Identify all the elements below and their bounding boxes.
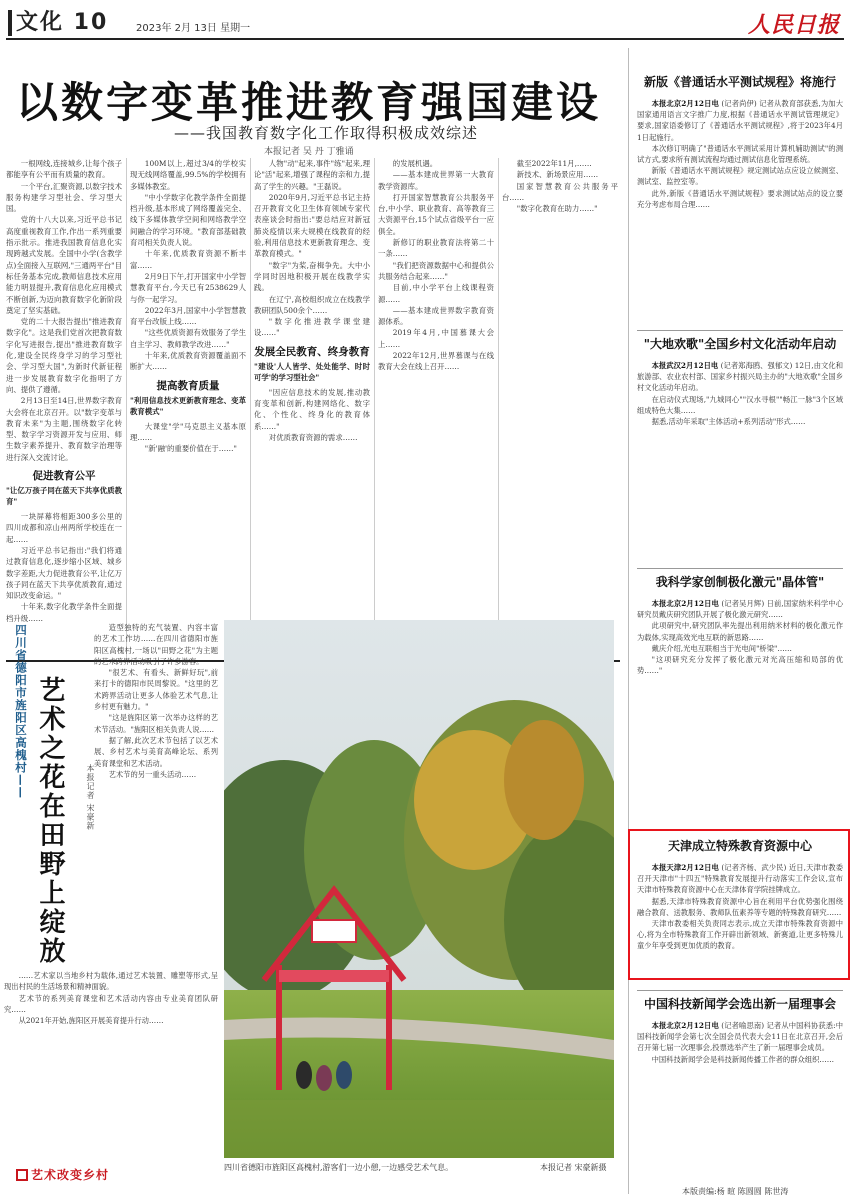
art-story-byline: 本报记者 宋豪新 <box>86 764 95 831</box>
art-story-photo <box>224 620 614 1158</box>
paragraph: ——基本建成世界数字教育资源体系。 <box>378 305 494 327</box>
dateline: 本报武汉2月12日电 <box>651 361 719 370</box>
paragraph: 十年来,优质教育资源不断丰富…… <box>130 249 246 270</box>
news-title: 中国科技新闻学会选出新一届理事会 <box>643 997 836 1011</box>
lead-subhead: ——我国教育数字化工作取得积极成效综述 <box>174 124 479 142</box>
paragraph: 人物"动"起来,事件"练"起来,理论"活"起来,增强了课程的亲和力,提高了学生的兴趣。"王磊说。 <box>254 159 370 191</box>
lead-col-2 <box>130 158 246 658</box>
paragraph: "这项研究充分发挥了极化激元对光高压缩和局部的优势……" <box>637 655 843 676</box>
paragraph: 国家智慧教育公共服务平台…… <box>502 181 618 202</box>
paragraph: ——基本建成世界第一大教育教学资源库。 <box>378 170 494 191</box>
paragraph: "很艺术、有看头、新鲜好玩",前来打卡的德阳市民周黎说。"这里的艺术跨界活动让更多人体验艺术气息,让乡村更有魅力。" <box>94 668 218 712</box>
section-kicker: "让亿万孩子同在蓝天下共享优质教育" <box>6 486 122 507</box>
paragraph: "因应信息技术的发展,推动教育变革和创新,构建网络化、数字化、个性化、终身化的教育体系……" <box>254 387 370 431</box>
paragraph: 戴庆介绍,光电互联相当于光电间"桥梁"…… <box>651 643 792 653</box>
news-body <box>637 360 843 570</box>
paragraph: 本次修订明确了"普通话水平测试采用计算机辅助测试"的测试方式,要求所有测试流程均通过测试信息化管理系统。 <box>637 143 843 165</box>
news-body <box>637 1020 843 1180</box>
paragraph: 2022年3月,国家中小学智慧教育平台改版上线…… <box>130 305 246 327</box>
paragraph: 党的二十大报告提出"推进教育数字化"。这是我们党首次把教育数字化写进报告,提出"推进教育数字化,建设全民终身学习的学习型社会、学习型大国",为新时代新征程进一步发展教育数字化指明了方向、提供了遵循。 <box>6 317 122 394</box>
column-logo <box>16 1166 109 1183</box>
photo-caption: 四川省德阳市旌阳区高槐村,游客们一边小憩,一边感受艺术气息。 <box>224 1163 454 1172</box>
paragraph: 一个平台,汇聚资源,以数字技术服务构建学习型社会、学习型大国。 <box>6 181 122 214</box>
section-kicker: "利用信息技术更新教育理念、变革教育模式" <box>130 395 246 416</box>
art-story-headline: 艺术之花在田野上绽放 <box>35 676 65 966</box>
art-story-body-bottom <box>4 970 218 1162</box>
news-lead-text: (记者齐杨、武少民) 近日,天津市教委召开天津市"十四五"特殊教育发展提升行动落实工作会议,宣布天津市特殊教育资源中心在天津体育学院挂牌成立。 <box>637 863 843 895</box>
paragraph: 新版《普通话水平测试规程》规定测试站点应设立候测室、测试室、监控室等。 <box>637 166 843 187</box>
section-subtitle: 发展全民教育、终身教育 <box>254 345 370 358</box>
paragraph: 据悉,活动年采取"主体活动+系列活动"形式…… <box>651 417 806 427</box>
paragraph: 新技术、新场景应用…… <box>516 170 599 180</box>
paragraph: 党的十八大以来,习近平总书记高度重视教育工作,作出一系列重要指示批示。推进我国教育信息化实现跨越式发展。全国中小学(含教学点)全面接入互联网,"三通两平台"目标任务基本完成,教师信息技术应用能力明显提升,教育信息化应用模式不断创新,为迈向教育数字化新阶段奠定了坚实基础。 <box>6 215 122 315</box>
paragraph: 中国科技新闻学会是科技新闻传播工作者的群众组织…… <box>651 1054 835 1064</box>
divider <box>637 330 843 331</box>
dateline: 本报天津2月12日电 <box>651 863 719 872</box>
news-title: "大地欢歌"全国乡村文化活动年启动 <box>643 337 837 351</box>
news-lead-text: (记者吴月辉) 日前,国家纳米科学中心研究员戴庆研究团队开展了极化激元研究…… <box>637 599 843 620</box>
section-tag: 文化 10 <box>8 10 108 36</box>
paragraph: 据悉,天津市特殊教育资源中心旨在利用平台优势强化围绕融合教育、送教服务、教师队伍素养等专题的特殊教育研究…… <box>637 896 843 917</box>
right-news-column <box>628 48 844 1194</box>
column-logo-label: 艺术改变乡村 <box>31 1168 110 1182</box>
dateline: 本报北京2月12日电 <box>651 1021 719 1030</box>
news-lead-text: (记者尚伊) 记者从教育部获悉,为加大国家通用语言文字推广力度,根据《普通话水平测试管理规定》要求,国家语委修订了《普通话水平测试规程》,将于2023年4月1日起施行。 <box>637 99 843 142</box>
divider <box>637 568 843 569</box>
paragraph: 新修订的职业教育法将第二十一条…… <box>378 238 494 259</box>
newspaper-logo: 人民日报 <box>747 12 840 38</box>
paragraph: "数字"为桨,奋楫争先。大中小学同时因地积极开展在线教学实践。 <box>254 260 370 293</box>
paragraph: 100M以上,超过3/4的学校实现无线网络覆盖,99.5%的学校拥有多媒体教室。 <box>130 159 246 191</box>
lead-article-columns <box>6 158 620 658</box>
paragraph: 一块屏幕将相距300多公里的四川成都和凉山州两所学校连在一起…… <box>6 512 122 544</box>
art-story-location-title: 四川省德阳市旌阳区高槐村—— <box>14 624 28 799</box>
paragraph: 此项研究中,研究团队率先提出利用纳米材料的极化激元作为载体,实现高效光电互联的新思路…… <box>637 621 843 642</box>
paragraph: 大课堂"学"马克思主义基本原理…… <box>130 421 246 442</box>
section-kicker: "建设'人人皆学、处处能学、时时可学'的学习型社会" <box>254 361 370 382</box>
paragraph: 2022年12月,世界慕课与在线教育大会在线上召开…… <box>378 351 494 372</box>
dateline: 本报北京2月12日电 <box>651 599 719 608</box>
lead-col-3 <box>254 158 370 658</box>
paragraph: 十年来,数字化教学条件全面提档升级…… <box>6 602 122 623</box>
lead-headline: 以数字变革推进教育强国建设 <box>16 78 602 127</box>
paragraph: 天津市教委相关负责同志表示,成立天津市特殊教育资源中心,将为全市特殊教育工作开辟出新领域、新赛道,让更多特殊儿童少年享受到更加优质的教育。 <box>637 919 843 951</box>
paragraph: 一根网线,连接城乡,让每个孩子都能享有公平而有质量的教育。 <box>6 159 122 180</box>
paragraph: 造型独特的充气装置、内容丰富的艺术工作坊……在四川省德阳市旌阳区高槐村,一场以"田野之花"为主题的艺术跨界活动吸引了许多游客。 <box>94 623 218 666</box>
paragraph: "我们把资源数据中心和提供公共服务结合起来……" <box>378 260 494 281</box>
news-title: 天津成立特殊教育资源中心 <box>667 839 812 853</box>
paragraph: 在辽宁,高校组织成立在线教学教研团队500余个…… <box>254 294 370 315</box>
page-editors: 本版责编:杨 暄 陈圆圆 陈世涛 <box>682 1187 789 1196</box>
paragraph: ……艺术家以当地乡村为载体,通过艺术装置、雕塑等形式,呈现出村民的生活场景和精神面貌。 <box>4 971 218 992</box>
paragraph: 2019年4月,中国慕课大会上…… <box>378 328 494 349</box>
paragraph: 2020年9月,习近平总书记主持召开教育文化卫生体育领域专家代表座谈会时指出:"要总结应对新冠肺炎疫情以来大规模在线教育的经验,利用信息技术更新教育理念、变革教育模式。" <box>254 192 370 259</box>
paragraph: "数字化推进教学课堂建设……" <box>254 317 370 338</box>
art-story-body-top <box>94 622 218 982</box>
paragraph: "中小学数字化教学条件全面提档升级,基本形成了网络覆盖完全、线下多媒体教学空间和网络教学空间融合的学习环境。"教育部基础教育司相关负责人说。 <box>130 192 246 248</box>
paragraph: 此外,新版《普通话水平测试规程》要求测试站点的设立要充分考虑布局合理…… <box>637 188 843 209</box>
paragraph: 对优质教育资源的需求…… <box>268 432 358 442</box>
lead-col-1 <box>6 158 122 658</box>
paragraph: 十年来,优质教育资源覆盖面不断扩大…… <box>130 351 246 372</box>
paragraph: 在启动仪式现场,"九城同心""汉水寻根""畅江一脉"3个区域组成特色大集…… <box>637 394 843 415</box>
section-subtitle: 提高教育质量 <box>156 379 220 392</box>
paragraph: 目前,中小学平台上线课程资源…… <box>378 283 494 304</box>
news-item <box>637 574 843 826</box>
lead-byline: 本报记者 吴 丹 丁雅诵 <box>264 147 354 157</box>
issue-date: 2023年 2月 13日 星期一 <box>136 23 251 34</box>
highlight-annotation-box <box>628 829 850 980</box>
news-lead-text: (记者喻思南) 记者从中国科协获悉:中国科技新闻学会第七次全国会员代表大会11日在北京召开,会后召开第七届一次理事会,投票选举产生了新一届理事会成员。 <box>637 1021 843 1053</box>
news-item <box>637 74 843 328</box>
paragraph: 从2021年开始,旌阳区开展美育提升行动…… <box>18 1016 164 1026</box>
lead-col-5 <box>502 158 618 658</box>
news-lead-text: (记者郑海鸥、强郁文) 12日,由文化和旅游部、农业农村部、国家乡村振兴局主办的"大地欢歌"全国乡村文化活动年启动。 <box>637 361 843 393</box>
news-body <box>637 98 843 328</box>
paragraph: 2月9日下午,打开国家中小学智慧教育平台,今天已有2538629人与你一起学习。 <box>130 271 246 304</box>
paragraph: "数字化教育在助力……" <box>516 204 598 214</box>
paragraph: "这些优质资源有效服务了学生自主学习、教师教学改进……" <box>130 328 246 349</box>
paragraph: 截至2022年11月,…… <box>516 159 592 168</box>
news-item <box>637 996 843 1180</box>
paragraph: 据了解,此次艺术节包括了以艺术展、乡村艺术与美育高峰论坛、系列美育课堂和艺术活动。 <box>94 735 218 768</box>
lead-col-4 <box>378 158 494 658</box>
paragraph: 艺术节的另一重头活动…… <box>108 769 197 779</box>
paragraph: 打开国家智慧教育公共服务平台,中小学、职业教育、高等教育三大资源平台,15个试点省级平台一应俱全。 <box>378 192 494 236</box>
news-title: 我科学家创制极化激元"晶体管" <box>655 575 825 589</box>
paragraph: 习近平总书记指出:"我们将通过教育信息化,逐步缩小区域、城乡数字差距,大力促进教育公平,让亿万孩子同在蓝天下共享优质教育,通过知识改变命运。" <box>6 545 122 601</box>
paragraph: 2月13日至14日,世界数字教育大会将在北京召开。以"数字变革与教育未来"为主题,围绕数字化转型、数字学习资源开发与应用、师生数字素养提升、教育数字治理等进行深入交流讨论。 <box>6 396 122 462</box>
news-title: 新版《普通话水平测试规程》将施行 <box>643 75 836 89</box>
news-item <box>637 336 843 570</box>
paragraph: "这是旌阳区第一次举办这样的艺术节活动。"旌阳区相关负责人说…… <box>94 713 218 734</box>
divider <box>637 990 843 991</box>
page-masthead <box>6 8 844 40</box>
dateline: 本报北京2月12日电 <box>651 99 719 108</box>
paragraph: "新'融'的重要价值在于……" <box>144 444 237 454</box>
paragraph: 的发展机遇。 <box>392 159 438 168</box>
paragraph: 艺术节的系列美育课堂和艺术活动内容由专业美育团队研究…… <box>4 993 218 1014</box>
column-logo-icon <box>16 1169 28 1181</box>
photo-credit: 本报记者 宋豪新摄 <box>540 1163 607 1172</box>
section-subtitle: 促进教育公平 <box>32 470 96 483</box>
news-body <box>637 598 843 826</box>
